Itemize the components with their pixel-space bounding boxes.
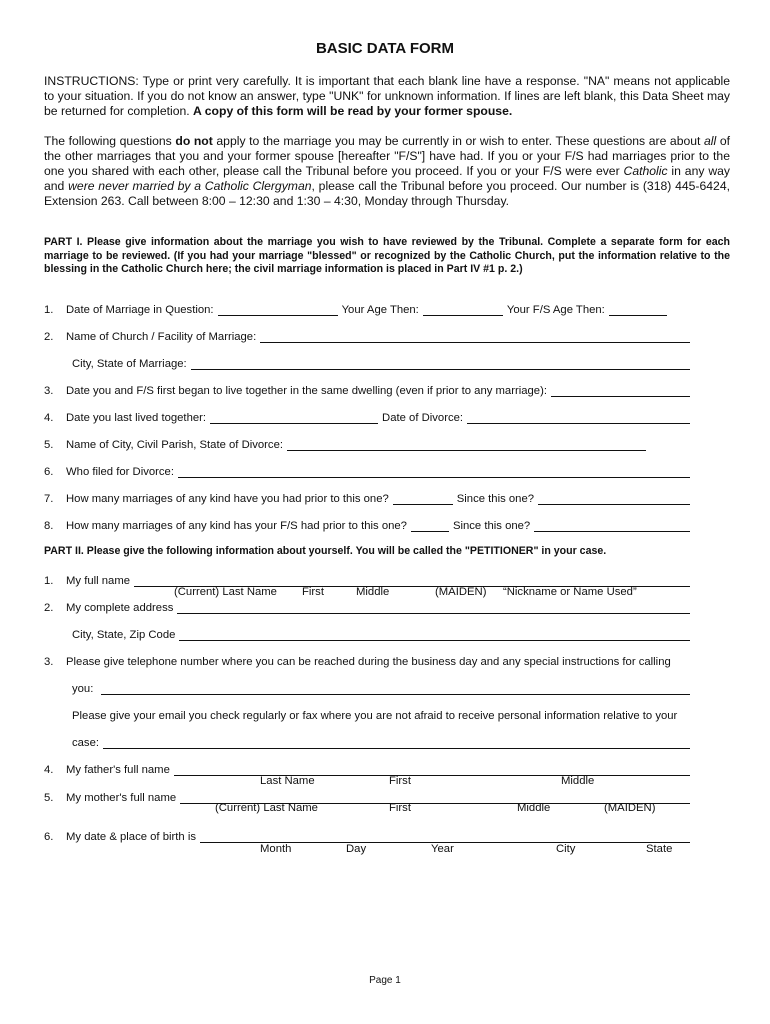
p1-q5-number: 5.: [44, 439, 54, 451]
p2-q3-number: 3.: [44, 656, 54, 668]
cohabitation-date-field[interactable]: [551, 384, 690, 397]
p1-q1-label-age: Your Age Then:: [341, 304, 419, 316]
p2-q5-sublabel-first: First: [389, 802, 411, 814]
p2-q5-number: 5.: [44, 792, 54, 804]
p1-q1-row: [44, 300, 694, 316]
marriage-date-field[interactable]: [218, 303, 338, 316]
form-title: BASIC DATA FORM: [315, 40, 455, 57]
p1-q8-label-since: Since this one?: [452, 520, 531, 532]
instructions-text: INSTRUCTIONS: Type or print very carefully. It is important that each blank line have a response. "NA" means not applicable to your situation. If you do not know an answer, type "UNK" for unknown information. If lines are left blank, this Data Sheet may be returned for completion.: [44, 74, 730, 118]
p2-q4-sublabel-last: Last Name: [260, 775, 315, 787]
p1-q6-number: 6.: [44, 466, 54, 478]
p2-q2-city-label: City, State, Zip Code: [72, 629, 176, 641]
p1-q6-row: [44, 462, 694, 478]
p2-q2-city-row: [44, 625, 694, 641]
p2-q4-row: [44, 760, 694, 776]
p1-q2-row: [44, 327, 694, 343]
p2-email-case-label: case:: [72, 737, 100, 749]
instructions-paragraph: [44, 74, 730, 119]
p2-q1-number: 1.: [44, 575, 54, 587]
p1-q4-label-divorce: Date of Divorce:: [382, 412, 464, 424]
p2-q4-label: My father's full name: [66, 764, 170, 776]
p2-q3-label: Please give telephone number where you can be reached during the business day and any special instructions for calling: [66, 656, 671, 668]
p2-q6-label: My date & place of birth is: [66, 831, 196, 843]
p1-q4-label-lived: Date you last lived together:: [66, 412, 207, 424]
p2-q1-sublabel-first: First: [302, 586, 324, 598]
p1-q2-label: Name of Church / Facility of Marriage:: [66, 331, 257, 343]
p2-q5-sublabel-maiden: (MAIDEN): [604, 802, 656, 814]
p2-q1-label: My full name: [66, 575, 131, 587]
p1-q2-city-label: City, State of Marriage:: [72, 358, 187, 370]
p1-q8-label-prior: How many marriages of any kind has your F/S had prior to this one?: [66, 520, 407, 532]
p2-q6-row: [44, 827, 694, 843]
father-name-field[interactable]: [174, 763, 690, 776]
divorce-date-field[interactable]: [467, 411, 690, 424]
p1-q7-label-since: Since this one?: [456, 493, 535, 505]
p1-q8-row: [44, 516, 694, 532]
p2-q3-row: [44, 652, 694, 668]
p2-email-row: [44, 706, 730, 722]
birth-date-place-field[interactable]: [200, 830, 690, 843]
p1-q3-label: Date you and F/S first began to live together in the same dwelling (even if prior to any marriage):: [66, 385, 547, 397]
p2-q4-sublabel-first: First: [389, 775, 411, 787]
following-text-i: , please call the Tribunal before you proceed. Our number is (318) 445-6424, Extension 263. Call between 8:00 – 12:30 and 1:30 – 4:30, Monday through Thursday.: [44, 179, 730, 208]
p2-q6-sublabel-day: Day: [346, 843, 367, 855]
following-text-c: apply to the marriage you may be currently in or wish to enter. These questions are about: [212, 134, 705, 148]
part2-heading: PART II. Please give the following information about yourself. You will be called the "PETITIONER" in your case.: [44, 545, 607, 557]
instructions-warning: A copy of this form will be read by your former spouse.: [193, 104, 513, 118]
p1-q1-number: 1.: [44, 304, 54, 316]
following-text-f: Catholic: [623, 164, 668, 178]
p1-q5-label: Name of City, Civil Parish, State of Divorce:: [66, 439, 284, 451]
p1-q6-label: Who filed for Divorce:: [66, 466, 174, 478]
p2-q2-label: My complete address: [66, 602, 174, 614]
p1-q4-row: [44, 408, 694, 424]
p1-q7-label-prior: How many marriages of any kind have you had prior to this one?: [66, 493, 389, 505]
p2-q6-sublabel-city: City: [556, 843, 576, 855]
p1-q7-number: 7.: [44, 493, 54, 505]
p1-q2-number: 2.: [44, 331, 54, 343]
p1-q3-row: [44, 381, 694, 397]
p2-q6-sublabel-state: State: [646, 843, 673, 855]
p2-q6-sublabel-year: Year: [431, 843, 454, 855]
following-text-d: all: [704, 134, 717, 148]
following-text-g: in any way and: [44, 164, 730, 193]
p2-q5-sublabel-last: (Current) Last Name: [215, 802, 318, 814]
p2-q3-you-label: you:: [72, 683, 94, 695]
divorce-filer-field[interactable]: [178, 465, 690, 478]
last-lived-together-field[interactable]: [210, 411, 378, 424]
following-text-h: were never married by a Catholic Clergyman: [68, 179, 312, 193]
church-name-field[interactable]: [260, 330, 690, 343]
fs-age-field[interactable]: [609, 303, 667, 316]
part1-heading: PART I. Please give information about the marriage you wish to have reviewed by the Tribunal. Complete a separate form for each marriage to be reviewed. (If you had your marriage "blessed" or recognized by the Catholic Church, put the information relative to the blessing in the Catholic Church here; the civil marriage information is placed in Part IV #1 p. 2.): [44, 236, 730, 275]
p1-q1-label-date: Date of Marriage in Question:: [66, 304, 214, 316]
p2-q1-sublabel-last: (Current) Last Name: [174, 586, 277, 598]
p2-email-case-row: [44, 733, 694, 749]
address-field[interactable]: [177, 601, 690, 614]
marriage-city-field[interactable]: [191, 357, 690, 370]
p1-q8-number: 8.: [44, 520, 54, 532]
city-state-zip-field[interactable]: [179, 628, 690, 641]
telephone-field[interactable]: [101, 682, 690, 695]
p2-q2-number: 2.: [44, 602, 54, 614]
your-age-field[interactable]: [423, 303, 503, 316]
p1-q3-number: 3.: [44, 385, 54, 397]
p2-q4-sublabel-middle: Middle: [561, 775, 595, 787]
your-prior-marriages-field[interactable]: [393, 492, 453, 505]
p2-q1-sublabel-middle: Middle: [356, 586, 390, 598]
following-paragraph: [44, 134, 730, 209]
fs-since-marriages-field[interactable]: [534, 519, 690, 532]
p2-q6-number: 6.: [44, 831, 54, 843]
p2-q5-row: [44, 788, 694, 804]
p1-q4-number: 4.: [44, 412, 54, 424]
p2-q3-you-row: [44, 679, 694, 695]
p1-q5-row: [44, 435, 650, 451]
p1-q7-row: [44, 489, 694, 505]
following-text-e: of the other marriages that you and your former spouse [hereafter "F/S"] have had. If you or your F/S had marriages prior to the one you shared with each other, please call the Tribunal before you proceed. If you or your F/S were ever: [44, 134, 730, 178]
p2-q1-row: [44, 571, 694, 587]
email-field[interactable]: [103, 736, 690, 749]
p2-q1-sublabel-nickname: “Nickname or Name Used”: [503, 586, 637, 598]
page-number: Page 1: [369, 975, 401, 986]
p2-q2-row: [44, 598, 694, 614]
p2-email-label: Please give your email you check regularly or fax where you are not afraid to receive personal information relative to your: [72, 710, 678, 722]
p2-q5-label: My mother's full name: [66, 792, 177, 804]
p1-q1-label-fs-age: Your F/S Age Then:: [506, 304, 605, 316]
p2-q1-sublabel-maiden: (MAIDEN): [435, 586, 487, 598]
p2-q5-sublabel-middle: Middle: [517, 802, 551, 814]
p1-q2-city-row: [44, 354, 694, 370]
following-text-b: do not: [175, 134, 213, 148]
your-since-marriages-field[interactable]: [538, 492, 690, 505]
p2-q6-sublabel-month: Month: [260, 843, 292, 855]
divorce-location-field[interactable]: [287, 438, 646, 451]
fs-prior-marriages-field[interactable]: [411, 519, 449, 532]
p2-q4-number: 4.: [44, 764, 54, 776]
following-text-a: The following questions: [44, 134, 176, 148]
